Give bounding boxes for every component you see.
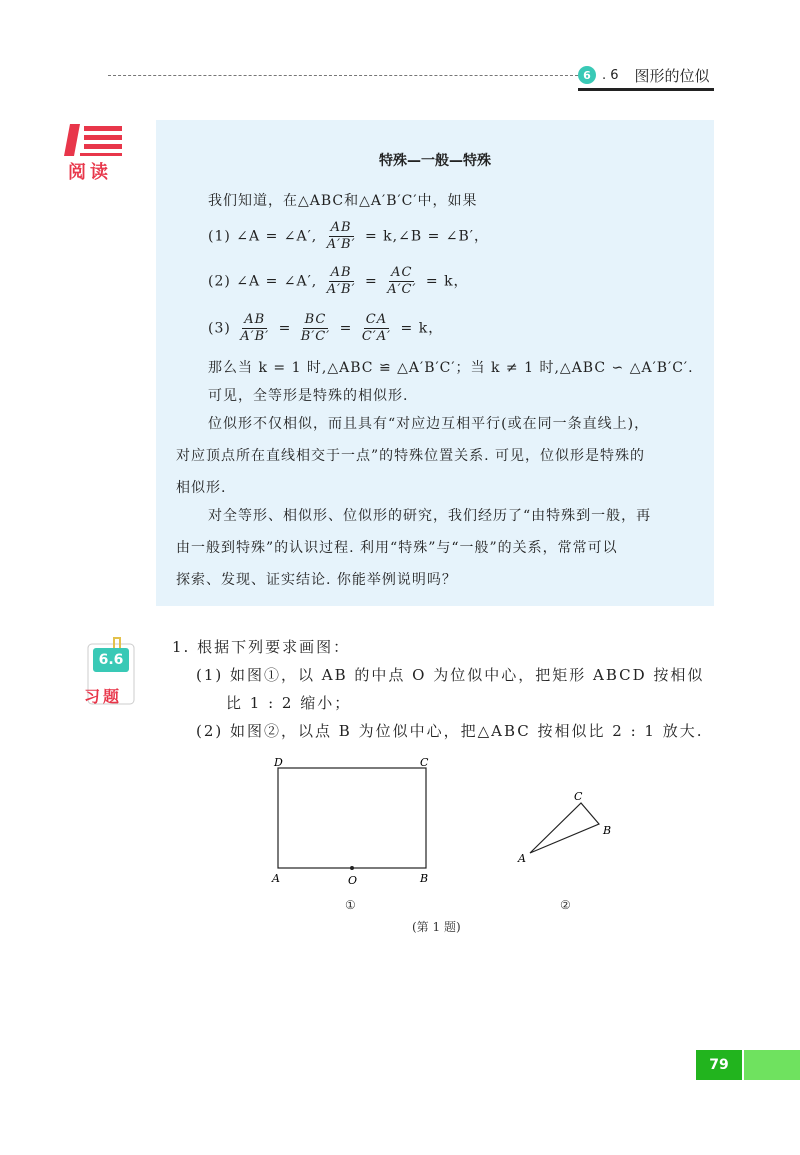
paragraph-1 [176,408,691,504]
equals-sign: = [278,320,292,337]
fraction [385,265,418,298]
page-number: 79 [696,1050,742,1080]
figure-1-caption: ① [345,898,356,912]
see-line: 可见，全等形是特殊的相似形. [208,388,409,404]
label-a: A [272,872,280,885]
section-digit-badge: 6 [578,66,596,84]
label-o: O [348,874,358,887]
paragraph-1-line: 位似形不仅相似，而且具有“对应边互相平行(或在同一条直线上)， [208,416,650,432]
exercise-label: 习题 [84,687,123,706]
question-1-part-1: (1) 如图①，以 AB 的中点 O 为位似中心，把矩形 ABCD 按相似 [196,666,705,684]
fraction [325,220,358,253]
fraction [360,312,393,345]
condition-3-suffix: = k， [400,320,444,337]
header-divider [108,75,578,76]
paragraph-2-line: 由一般到特殊”的认识过程. 利用“特殊”与“一般”的关系，常常可以 [176,540,618,556]
label-b: B [420,872,429,885]
fraction-den: A′B′ [326,282,356,297]
section-number: . 6 [602,67,619,83]
midpoint-o [350,866,354,870]
paragraph-2-line: 对全等形、相似形、位似形的研究，我们经历了“由特殊到一般，再 [208,508,652,524]
fraction-num: AC [391,265,413,280]
label-c: C [420,756,429,769]
paragraph-2 [176,500,691,596]
condition-2-prefix: (2) ∠A = ∠A′, [208,273,318,290]
reading-title: 特殊—一般—特殊 [379,153,491,169]
fraction-den: A′C′ [387,282,417,297]
fraction-den: A′B′ [240,329,270,344]
condition-3 [208,312,443,345]
triangle-abc [530,803,599,853]
conclusion-line: 那么当 k = 1 时,△ABC ≌ △A′B′C′；当 k ≠ 1 时,△ABC ∽ △A′B′C′. [208,360,694,376]
question-1: 1. 根据下列要求画图： [172,638,351,656]
equals-sign: = [365,273,378,290]
condition-1 [208,220,489,253]
tri-label-a: A [518,852,526,865]
figure-rectangle [260,750,450,890]
condition-2 [208,265,469,298]
question-1-part-2: (2) 如图②，以点 B 为位似中心，把△ABC 按相似比 2 : 1 放大. [196,722,704,740]
reading-label: 阅读 [68,162,112,183]
label-d: D [274,756,283,769]
paragraph-2-line: 探索、发现、证实结论. 你能举例说明吗？ [176,572,457,588]
section-header [578,62,714,91]
figure-caption: (第 1 题) [412,920,461,934]
fraction-num: CA [365,312,388,327]
figure-2-caption: ② [560,898,571,912]
fraction [325,265,358,298]
paragraph-1-line: 对应顶点所在直线相交于一点”的特殊位置关系. 可见，位似形是特殊的 [176,448,646,464]
condition-1-prefix: (1) ∠A = ∠A′, [208,228,318,245]
fraction-num: AB [330,265,352,280]
page-number-bar [744,1050,800,1080]
fraction-den: C′A′ [361,329,392,344]
exercise-badge-number: 6.6 [93,648,129,672]
condition-2-suffix: = k， [425,273,469,290]
reading-intro: 我们知道，在△ABC和△A′B′C′中，如果 [208,193,478,209]
paragraph-1-line: 相似形. [176,480,227,496]
section-title: 图形的位似 [634,66,710,85]
tri-label-b: B [603,824,612,837]
equals-sign: = [339,320,353,337]
fraction-den: B′C′ [300,329,331,344]
rectangle-abcd [278,768,426,868]
fraction [238,312,271,345]
condition-1-suffix: = k,∠B = ∠B′， [365,228,489,245]
fraction-num: BC [304,312,327,327]
figure-triangle [510,786,620,866]
fraction-num: AB [244,312,266,327]
tri-label-c: C [574,790,583,803]
fraction-num: AB [330,220,352,235]
condition-3-prefix: (3) [208,320,231,337]
fraction-den: A′B′ [326,237,356,252]
reading-box [156,120,714,606]
question-1-part-1-cont: 比 1 : 2 缩小； [226,694,352,712]
fraction [299,312,332,345]
